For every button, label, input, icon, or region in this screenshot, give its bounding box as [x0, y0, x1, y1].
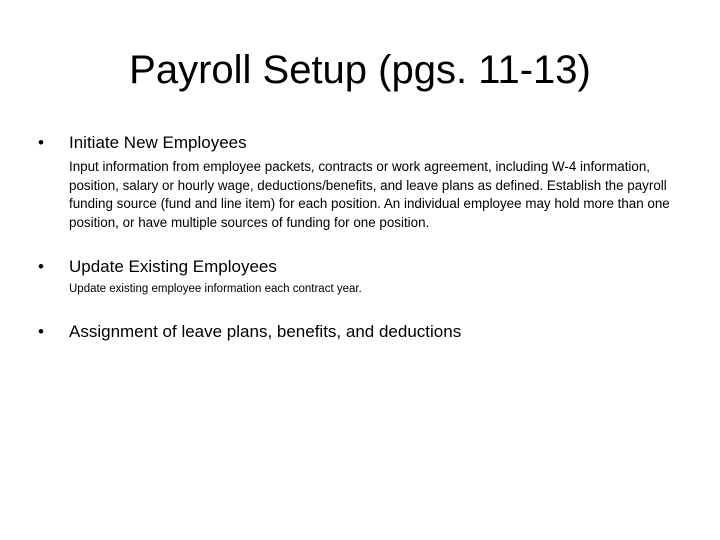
bullet-body: Update existing employee information each contract year.: [69, 283, 362, 295]
bullet-marker: •: [38, 133, 44, 152]
body-text-before: Input information from employee packets, contracts or work agreement, including W-4 information, position, salary or hourly wage, deductions/benefits, and leave plans as defined. Establish the payroll funding source (fund and line item) for each position. An individual employee: [69, 159, 667, 212]
bullet-body: [69, 158, 679, 232]
bullet-heading: Update Existing Employees: [69, 257, 277, 276]
bullet-heading: Assignment of leave plans, benefits, and deductions: [69, 322, 462, 341]
body-text-after: hold more than one position, or have multiple sources of funding for one position.: [69, 196, 670, 230]
bullet-marker: •: [38, 257, 44, 276]
bullet-heading: Initiate New Employees: [69, 133, 247, 152]
slide-title: Payroll Setup (pgs. 11-13): [129, 48, 591, 92]
bullet-marker: •: [38, 322, 44, 341]
body-emphasis: may: [525, 196, 551, 212]
